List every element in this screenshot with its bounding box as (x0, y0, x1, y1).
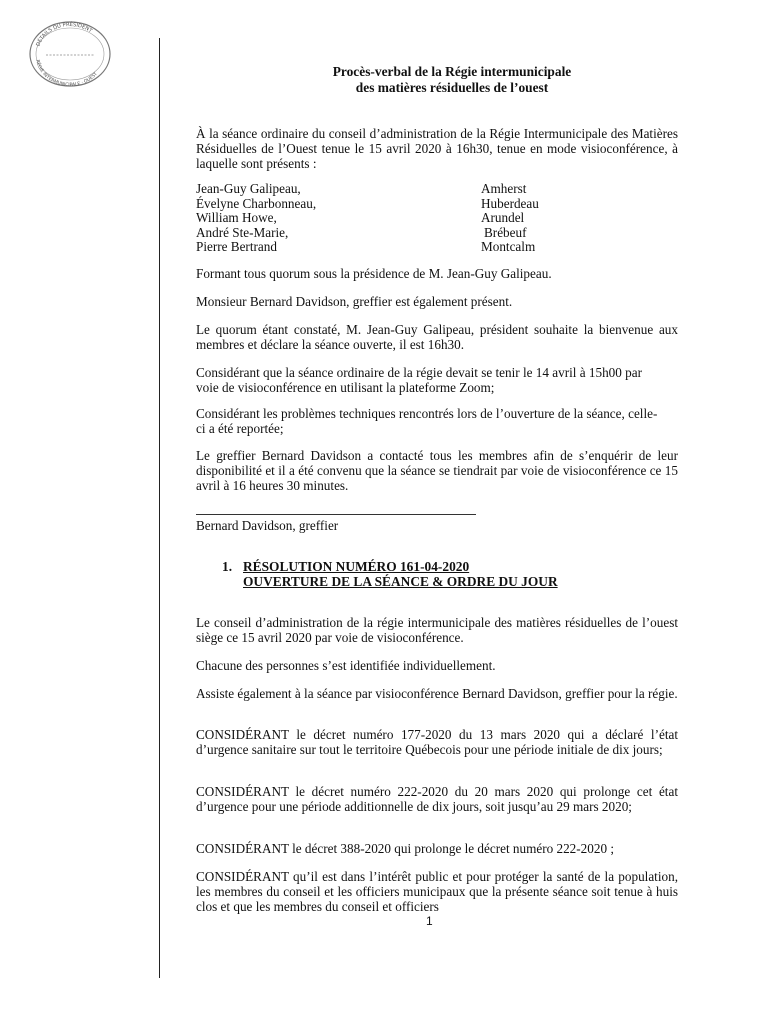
attendee-list (196, 182, 596, 255)
signature-name: Bernard Davidson, greffier (196, 518, 339, 533)
identified-paragraph: Chacune des personnes s’est identifiée individuellement. (196, 658, 496, 673)
attendee-place: Brébeuf (484, 224, 527, 240)
attendee-row (196, 226, 596, 241)
resolution-title-line-1: RÉSOLUTION NUMÉRO 161-04-2020 (243, 559, 470, 574)
title-line-1: Procès-verbal de la Régie intermunicipale (332, 64, 572, 79)
attendee-place: Montcalm (481, 239, 536, 255)
assists-paragraph: Assiste également à la séance par visioconférence Bernard Davidson, greffier pour la régie. (196, 686, 678, 701)
title-line-2: des matières résiduelles de l’ouest (355, 80, 549, 95)
attendee-row (196, 182, 596, 197)
resolution-heading (222, 560, 558, 589)
seal-icon (24, 18, 116, 90)
resolution-title-line-2: OUVERTURE DE LA SÉANCE & ORDRE DU JOUR (243, 573, 558, 589)
document-title (196, 64, 678, 96)
considering-date-paragraph: Considérant que la séance ordinaire de la régie devait se tenir le 14 avril à 15h00 par voie de visioconférence en utilisant la plateforme Zoom; (196, 365, 642, 395)
attendee-row (196, 211, 596, 226)
attendee-row (196, 197, 596, 212)
considering-problems-paragraph: Considérant les problèmes techniques rencontrés lors de l’ouverture de la séance, celle-ci a été reportée; (196, 406, 658, 436)
quorum-paragraph: Formant tous quorum sous la présidence de M. Jean-Guy Galipeau. (196, 266, 552, 281)
attendee-name: Pierre Bertrand (196, 239, 277, 255)
attendee-place: Arundel (481, 210, 525, 226)
decree-222-paragraph: CONSIDÉRANT le décret numéro 222-2020 du 20 mars 2020 qui prolonge cet état d’urgence pour une période additionnelle de dix jours, soit jusqu’au 29 mars 2020; (196, 784, 678, 814)
public-interest-paragraph: CONSIDÉRANT qu’il est dans l’intérêt public et pour protéger la santé de la population, les membres du conseil et les officiers municipaux que la présente séance soit tenue à huis clos et que les membres du conseil et officiers (196, 869, 678, 914)
council-paragraph: Le conseil d’administration de la régie intermunicipale des matières résiduelles de l’ouest siège ce 15 avril 2020 par voie de visioconférence. (196, 615, 678, 645)
signature-line (196, 514, 476, 515)
attendee-row (196, 240, 596, 255)
resolution-number: 1. (222, 559, 233, 574)
greffier-present-paragraph: Monsieur Bernard Davidson, greffier est également présent. (196, 294, 513, 309)
attendee-name: Évelyne Charbonneau, (196, 195, 317, 211)
decree-177-paragraph: CONSIDÉRANT le décret numéro 177-2020 du 13 mars 2020 qui a déclaré l’état d’urgence sanitaire sur tout le territoire Québecois pour une période initiale de dix jours; (196, 727, 678, 757)
contact-paragraph: Le greffier Bernard Davidson a contacté tous les membres afin de s’enquérir de leur disponibilité et il a été convenu que la séance se tiendrait par voie de visioconférence ce 15 avril à 16 heures 30 minutes. (196, 448, 678, 493)
decree-388-paragraph: CONSIDÉRANT le décret 388-2020 qui prolonge le décret numéro 222-2020 ; (196, 841, 615, 856)
page-number: 1 (426, 914, 433, 928)
svg-text:RÉGIE INTERMUNICIPALE · OUEST: RÉGIE INTERMUNICIPALE · OUEST (34, 59, 99, 89)
attendee-name: William Howe, (196, 210, 277, 226)
attendee-place: Huberdeau (481, 195, 539, 211)
margin-rule (159, 38, 160, 978)
attendee-name: Jean-Guy Galipeau, (196, 181, 301, 196)
svg-text:DÉTAILS DU PRÉSIDENT: DÉTAILS DU PRÉSIDENT (35, 21, 93, 48)
opening-paragraph: Le quorum étant constaté, M. Jean-Guy Galipeau, président souhaite la bienvenue aux membres et déclare la séance ouverte, il est 16h30. (196, 322, 678, 352)
attendee-place: Amherst (481, 181, 527, 196)
attendee-name: André Ste-Marie, (196, 224, 289, 240)
intro-paragraph: À la séance ordinaire du conseil d’administration de la Régie Intermunicipale des Matières Résiduelles de l’Ouest tenue le 15 avril 2020 à 16h30, tenue en mode visioconférence, à laquelle sont présents : (196, 126, 678, 171)
seal-stamp (24, 18, 116, 90)
